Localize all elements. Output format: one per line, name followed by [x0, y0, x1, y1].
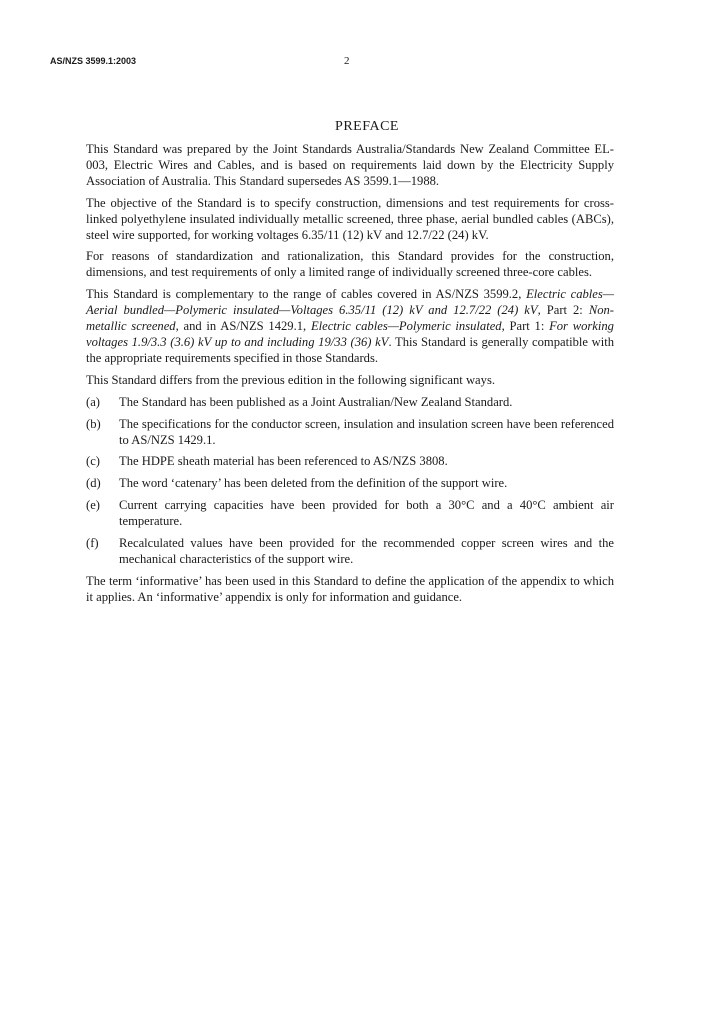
- list-item-text: The HDPE sheath material has been referenced to AS/NZS 3808.: [119, 454, 448, 469]
- cited-title: Non-metallic screened: [86, 303, 614, 334]
- list-item: [86, 536, 614, 568]
- paragraph-objective: The objective of the Standard is to specify construction, dimensions and test requirements for cross-linked polyethylene insulated individually metallic screened, three phase, aerial bundled cables (ABCs), steel wire supported, for working voltages 6.35/11 (12) kV and 12.7/22 (24) kV.: [86, 195, 614, 242]
- list-item-label: (e): [86, 498, 100, 513]
- text-segment: This Standard is complementary to the range of cables covered in AS/NZS 3599.2,: [86, 287, 527, 302]
- paragraph-complementary: [86, 287, 614, 367]
- list-item-label: (a): [86, 394, 100, 409]
- list-item: [86, 417, 614, 449]
- list-item-text: The Standard has been published as a Joint Australian/New Zealand Standard.: [119, 394, 513, 409]
- list-item-text: Current carrying capacities have been provided for both a 30°C and a 40°C ambient air temperature.: [119, 498, 614, 529]
- paragraph-rationalization: For reasons of standardization and rationalization, this Standard provides for the construction, dimensions, and test requirements of only a limited range of individually screened three-core cables.: [86, 249, 614, 280]
- list-item: [86, 395, 614, 411]
- list-item-label: (b): [86, 416, 101, 431]
- page-number: 2: [344, 55, 350, 67]
- list-item: [86, 454, 614, 470]
- paragraph-differences-intro: This Standard differs from the previous edition in the following significant ways.: [86, 372, 495, 387]
- paragraph-committee: This Standard was prepared by the Joint Standards Australia/Standards New Zealand Committee EL-003, Electric Wires and Cables, and is based on requirements laid down by the Electricity Supply Association of Australia. This Standard supersedes AS 3599.1—1988.: [86, 142, 614, 188]
- list-item: [86, 498, 614, 530]
- list-item-text: The specifications for the conductor screen, insulation and insulation screen have been referenced to AS/NZS 1429.1.: [119, 416, 614, 447]
- cited-title: For working voltages 1.9/3.3 (3.6) kV up to and including 19/33 (36) kV: [86, 319, 614, 349]
- list-item-label: (d): [86, 476, 101, 491]
- preface-body: [86, 142, 614, 612]
- document-id: AS/NZS 3599.1:2003: [50, 56, 137, 66]
- changes-list: [86, 395, 614, 568]
- list-item-text: Recalculated values have been provided for the recommended copper screen wires and the mechanical characteristics of the support wire.: [119, 536, 614, 566]
- list-item-text: The word ‘catenary’ has been deleted from the definition of the support wire.: [119, 476, 508, 491]
- list-item-label: (f): [86, 536, 99, 551]
- list-item: [86, 476, 614, 492]
- text-segment: , Part 1:: [501, 319, 550, 334]
- text-segment: . This Standard is generally compatible with the appropriate requirements specified in those Standards.: [86, 334, 614, 365]
- page-header: [50, 56, 664, 70]
- text-segment: , and in AS/NZS 1429.1,: [175, 319, 311, 334]
- section-title: PREFACE: [335, 119, 399, 134]
- text-segment: , Part 2:: [537, 303, 589, 318]
- paragraph-informative: The term ‘informative’ has been used in this Standard to define the application of the appendix to which it applies. An ‘informative’ appendix is only for information and guidance.: [86, 573, 614, 604]
- cited-title: Electric cables—Polymeric insulated: [310, 319, 502, 334]
- cited-title: Electric cables—Aerial bundled—Polymeric insulated—Voltages 6.35/11 (12) kV and 12.7/22 (24) kV: [86, 287, 614, 318]
- list-item-label: (c): [86, 454, 100, 469]
